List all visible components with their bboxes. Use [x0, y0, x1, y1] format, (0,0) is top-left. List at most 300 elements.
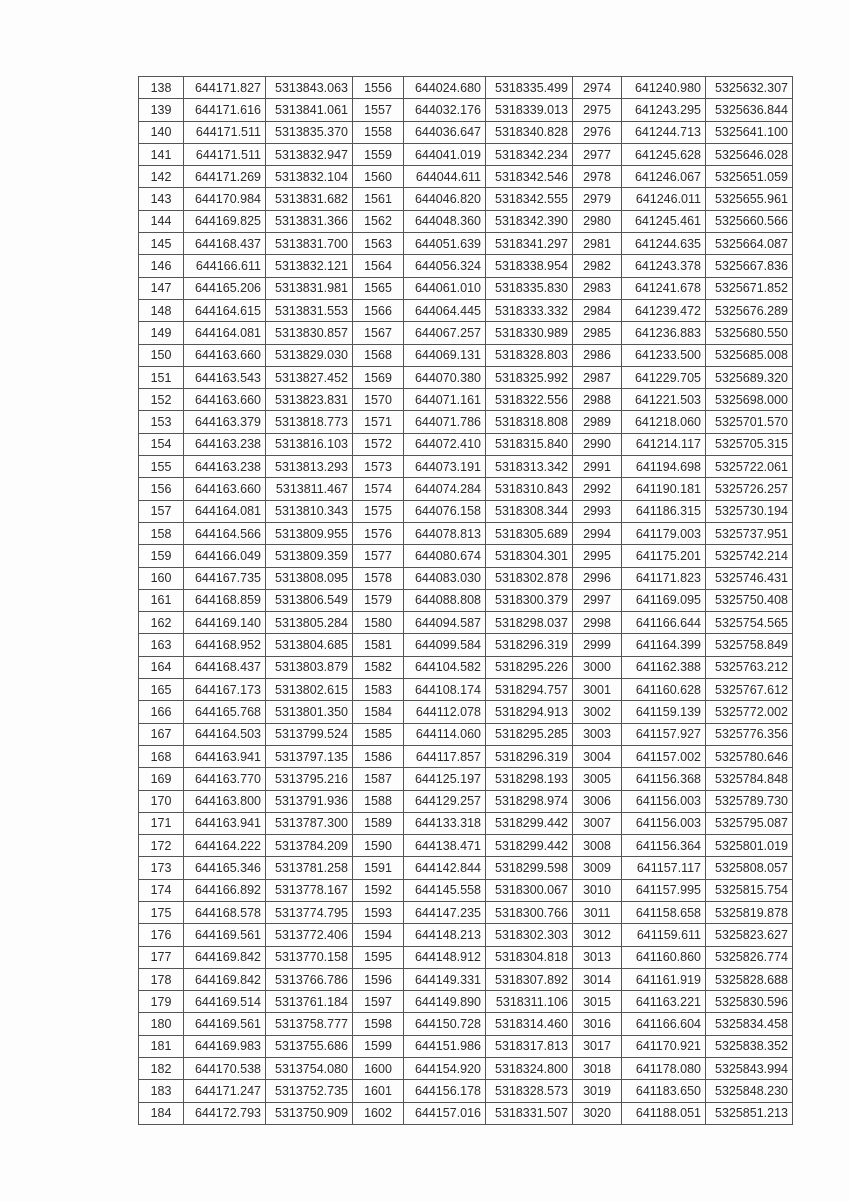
point-number-cell: 1578	[353, 567, 404, 589]
x-coordinate-cell: 644157.016	[404, 1102, 486, 1124]
x-coordinate-cell: 641246.067	[622, 166, 706, 188]
point-number-cell: 144	[139, 210, 184, 232]
x-coordinate-cell: 644125.197	[404, 768, 486, 790]
table-row	[139, 768, 793, 790]
x-coordinate-cell: 644044.611	[404, 166, 486, 188]
table-row	[139, 656, 793, 678]
y-coordinate-cell: 5318311.106	[486, 991, 573, 1013]
x-coordinate-cell: 644041.019	[404, 143, 486, 165]
point-number-cell: 3001	[573, 679, 622, 701]
y-coordinate-cell: 5318295.285	[486, 723, 573, 745]
table-row	[139, 634, 793, 656]
table-row	[139, 277, 793, 299]
y-coordinate-cell: 5318317.813	[486, 1035, 573, 1057]
y-coordinate-cell: 5318304.818	[486, 946, 573, 968]
x-coordinate-cell: 644168.859	[184, 589, 266, 611]
y-coordinate-cell: 5313804.685	[266, 634, 353, 656]
x-coordinate-cell: 644145.558	[404, 879, 486, 901]
x-coordinate-cell: 644165.768	[184, 701, 266, 723]
y-coordinate-cell: 5325819.878	[706, 901, 793, 923]
point-number-cell: 1589	[353, 812, 404, 834]
table-row	[139, 1013, 793, 1035]
point-number-cell: 1600	[353, 1058, 404, 1080]
x-coordinate-cell: 644024.680	[404, 77, 486, 99]
y-coordinate-cell: 5313823.831	[266, 389, 353, 411]
point-number-cell: 1569	[353, 366, 404, 388]
x-coordinate-cell: 644167.735	[184, 567, 266, 589]
point-number-cell: 1583	[353, 679, 404, 701]
x-coordinate-cell: 644163.660	[184, 389, 266, 411]
y-coordinate-cell: 5318339.013	[486, 99, 573, 121]
y-coordinate-cell: 5318299.598	[486, 857, 573, 879]
x-coordinate-cell: 641156.003	[622, 790, 706, 812]
y-coordinate-cell: 5313829.030	[266, 344, 353, 366]
y-coordinate-cell: 5313801.350	[266, 701, 353, 723]
table-row	[139, 233, 793, 255]
coordinates-table	[138, 76, 793, 1125]
table-row	[139, 1058, 793, 1080]
x-coordinate-cell: 641166.604	[622, 1013, 706, 1035]
x-coordinate-cell: 644169.825	[184, 210, 266, 232]
y-coordinate-cell: 5313831.366	[266, 210, 353, 232]
x-coordinate-cell: 641171.823	[622, 567, 706, 589]
point-number-cell: 1574	[353, 478, 404, 500]
y-coordinate-cell: 5318324.800	[486, 1058, 573, 1080]
x-coordinate-cell: 644166.892	[184, 879, 266, 901]
x-coordinate-cell: 644150.728	[404, 1013, 486, 1035]
point-number-cell: 2989	[573, 411, 622, 433]
point-number-cell: 2974	[573, 77, 622, 99]
y-coordinate-cell: 5318342.234	[486, 143, 573, 165]
point-number-cell: 173	[139, 857, 184, 879]
point-number-cell: 3014	[573, 968, 622, 990]
table-row	[139, 1080, 793, 1102]
point-number-cell: 1567	[353, 322, 404, 344]
x-coordinate-cell: 641159.611	[622, 924, 706, 946]
y-coordinate-cell: 5318333.332	[486, 299, 573, 321]
y-coordinate-cell: 5318330.989	[486, 322, 573, 344]
point-number-cell: 1586	[353, 745, 404, 767]
point-number-cell: 153	[139, 411, 184, 433]
y-coordinate-cell: 5318328.803	[486, 344, 573, 366]
x-coordinate-cell: 644163.941	[184, 812, 266, 834]
point-number-cell: 2976	[573, 121, 622, 143]
y-coordinate-cell: 5313791.936	[266, 790, 353, 812]
coordinates-table-body	[139, 77, 793, 1125]
point-number-cell: 3019	[573, 1080, 622, 1102]
y-coordinate-cell: 5325705.315	[706, 433, 793, 455]
x-coordinate-cell: 644138.471	[404, 835, 486, 857]
y-coordinate-cell: 5318299.442	[486, 812, 573, 834]
x-coordinate-cell: 641183.650	[622, 1080, 706, 1102]
point-number-cell: 2983	[573, 277, 622, 299]
y-coordinate-cell: 5325701.570	[706, 411, 793, 433]
point-number-cell: 2992	[573, 478, 622, 500]
x-coordinate-cell: 641158.658	[622, 901, 706, 923]
y-coordinate-cell: 5325651.059	[706, 166, 793, 188]
point-number-cell: 1577	[353, 545, 404, 567]
point-number-cell: 1557	[353, 99, 404, 121]
point-number-cell: 2990	[573, 433, 622, 455]
y-coordinate-cell: 5325730.194	[706, 500, 793, 522]
x-coordinate-cell: 641188.051	[622, 1102, 706, 1124]
point-number-cell: 1594	[353, 924, 404, 946]
y-coordinate-cell: 5318315.840	[486, 433, 573, 455]
x-coordinate-cell: 644156.178	[404, 1080, 486, 1102]
y-coordinate-cell: 5325780.646	[706, 745, 793, 767]
point-number-cell: 1592	[353, 879, 404, 901]
table-row	[139, 723, 793, 745]
x-coordinate-cell: 644163.770	[184, 768, 266, 790]
table-row	[139, 545, 793, 567]
point-number-cell: 178	[139, 968, 184, 990]
x-coordinate-cell: 644129.257	[404, 790, 486, 812]
point-number-cell: 3004	[573, 745, 622, 767]
y-coordinate-cell: 5313802.615	[266, 679, 353, 701]
point-number-cell: 1599	[353, 1035, 404, 1057]
y-coordinate-cell: 5313835.370	[266, 121, 353, 143]
table-row	[139, 612, 793, 634]
x-coordinate-cell: 644172.793	[184, 1102, 266, 1124]
x-coordinate-cell: 644114.060	[404, 723, 486, 745]
x-coordinate-cell: 644067.257	[404, 322, 486, 344]
x-coordinate-cell: 644051.639	[404, 233, 486, 255]
x-coordinate-cell: 644083.030	[404, 567, 486, 589]
y-coordinate-cell: 5318302.878	[486, 567, 573, 589]
point-number-cell: 148	[139, 299, 184, 321]
x-coordinate-cell: 641244.713	[622, 121, 706, 143]
table-row	[139, 745, 793, 767]
y-coordinate-cell: 5325767.612	[706, 679, 793, 701]
point-number-cell: 152	[139, 389, 184, 411]
x-coordinate-cell: 641157.927	[622, 723, 706, 745]
y-coordinate-cell: 5325815.754	[706, 879, 793, 901]
x-coordinate-cell: 641162.388	[622, 656, 706, 678]
y-coordinate-cell: 5313758.777	[266, 1013, 353, 1035]
x-coordinate-cell: 641156.364	[622, 835, 706, 857]
table-row	[139, 411, 793, 433]
point-number-cell: 1582	[353, 656, 404, 678]
point-number-cell: 158	[139, 522, 184, 544]
y-coordinate-cell: 5325795.087	[706, 812, 793, 834]
y-coordinate-cell: 5313781.258	[266, 857, 353, 879]
x-coordinate-cell: 644169.561	[184, 1013, 266, 1035]
point-number-cell: 2975	[573, 99, 622, 121]
y-coordinate-cell: 5318298.974	[486, 790, 573, 812]
point-number-cell: 3002	[573, 701, 622, 723]
point-number-cell: 3010	[573, 879, 622, 901]
x-coordinate-cell: 644070.380	[404, 366, 486, 388]
x-coordinate-cell: 641160.628	[622, 679, 706, 701]
point-number-cell: 2980	[573, 210, 622, 232]
point-number-cell: 3005	[573, 768, 622, 790]
point-number-cell: 2978	[573, 166, 622, 188]
y-coordinate-cell: 5313809.359	[266, 545, 353, 567]
x-coordinate-cell: 644099.584	[404, 634, 486, 656]
y-coordinate-cell: 5313818.773	[266, 411, 353, 433]
point-number-cell: 1573	[353, 456, 404, 478]
point-number-cell: 2987	[573, 366, 622, 388]
point-number-cell: 1571	[353, 411, 404, 433]
x-coordinate-cell: 641236.883	[622, 322, 706, 344]
x-coordinate-cell: 644165.206	[184, 277, 266, 299]
point-number-cell: 146	[139, 255, 184, 277]
x-coordinate-cell: 644151.986	[404, 1035, 486, 1057]
y-coordinate-cell: 5313832.947	[266, 143, 353, 165]
y-coordinate-cell: 5318300.766	[486, 901, 573, 923]
point-number-cell: 172	[139, 835, 184, 857]
x-coordinate-cell: 644168.437	[184, 656, 266, 678]
x-coordinate-cell: 644073.191	[404, 456, 486, 478]
y-coordinate-cell: 5313809.955	[266, 522, 353, 544]
x-coordinate-cell: 644148.213	[404, 924, 486, 946]
y-coordinate-cell: 5313778.167	[266, 879, 353, 901]
y-coordinate-cell: 5313827.452	[266, 366, 353, 388]
table-row	[139, 299, 793, 321]
y-coordinate-cell: 5313797.135	[266, 745, 353, 767]
x-coordinate-cell: 644071.161	[404, 389, 486, 411]
y-coordinate-cell: 5325750.408	[706, 589, 793, 611]
y-coordinate-cell: 5318307.892	[486, 968, 573, 990]
point-number-cell: 1560	[353, 166, 404, 188]
x-coordinate-cell: 644032.176	[404, 99, 486, 121]
y-coordinate-cell: 5325758.849	[706, 634, 793, 656]
y-coordinate-cell: 5325826.774	[706, 946, 793, 968]
x-coordinate-cell: 641243.378	[622, 255, 706, 277]
x-coordinate-cell: 644169.514	[184, 991, 266, 1013]
table-row	[139, 879, 793, 901]
x-coordinate-cell: 644164.566	[184, 522, 266, 544]
y-coordinate-cell: 5325823.627	[706, 924, 793, 946]
y-coordinate-cell: 5313816.103	[266, 433, 353, 455]
y-coordinate-cell: 5313843.063	[266, 77, 353, 99]
table-row	[139, 946, 793, 968]
point-number-cell: 179	[139, 991, 184, 1013]
y-coordinate-cell: 5318342.390	[486, 210, 573, 232]
point-number-cell: 1584	[353, 701, 404, 723]
y-coordinate-cell: 5318299.442	[486, 835, 573, 857]
point-number-cell: 1591	[353, 857, 404, 879]
point-number-cell: 2977	[573, 143, 622, 165]
y-coordinate-cell: 5325680.550	[706, 322, 793, 344]
x-coordinate-cell: 644163.660	[184, 478, 266, 500]
table-row	[139, 344, 793, 366]
y-coordinate-cell: 5318295.226	[486, 656, 573, 678]
table-row	[139, 991, 793, 1013]
y-coordinate-cell: 5318325.992	[486, 366, 573, 388]
y-coordinate-cell: 5318322.556	[486, 389, 573, 411]
point-number-cell: 1563	[353, 233, 404, 255]
table-row	[139, 522, 793, 544]
y-coordinate-cell: 5325763.212	[706, 656, 793, 678]
table-row	[139, 99, 793, 121]
x-coordinate-cell: 641157.002	[622, 745, 706, 767]
x-coordinate-cell: 644074.284	[404, 478, 486, 500]
table-row	[139, 366, 793, 388]
table-row	[139, 322, 793, 344]
x-coordinate-cell: 644163.238	[184, 433, 266, 455]
x-coordinate-cell: 644056.324	[404, 255, 486, 277]
point-number-cell: 3015	[573, 991, 622, 1013]
y-coordinate-cell: 5313774.795	[266, 901, 353, 923]
x-coordinate-cell: 644108.174	[404, 679, 486, 701]
point-number-cell: 149	[139, 322, 184, 344]
x-coordinate-cell: 644036.647	[404, 121, 486, 143]
y-coordinate-cell: 5313831.700	[266, 233, 353, 255]
y-coordinate-cell: 5318340.828	[486, 121, 573, 143]
y-coordinate-cell: 5318298.037	[486, 612, 573, 634]
x-coordinate-cell: 641166.644	[622, 612, 706, 634]
x-coordinate-cell: 644148.912	[404, 946, 486, 968]
point-number-cell: 3018	[573, 1058, 622, 1080]
table-row	[139, 433, 793, 455]
x-coordinate-cell: 644169.983	[184, 1035, 266, 1057]
point-number-cell: 3003	[573, 723, 622, 745]
y-coordinate-cell: 5313750.909	[266, 1102, 353, 1124]
x-coordinate-cell: 644163.379	[184, 411, 266, 433]
x-coordinate-cell: 644171.247	[184, 1080, 266, 1102]
y-coordinate-cell: 5318310.843	[486, 478, 573, 500]
table-row	[139, 701, 793, 723]
y-coordinate-cell: 5318298.193	[486, 768, 573, 790]
x-coordinate-cell: 644165.346	[184, 857, 266, 879]
y-coordinate-cell: 5318296.319	[486, 745, 573, 767]
point-number-cell: 2981	[573, 233, 622, 255]
y-coordinate-cell: 5313813.293	[266, 456, 353, 478]
point-number-cell: 1566	[353, 299, 404, 321]
x-coordinate-cell: 641169.095	[622, 589, 706, 611]
y-coordinate-cell: 5325689.320	[706, 366, 793, 388]
point-number-cell: 1587	[353, 768, 404, 790]
x-coordinate-cell: 641190.181	[622, 478, 706, 500]
x-coordinate-cell: 644163.238	[184, 456, 266, 478]
point-number-cell: 1576	[353, 522, 404, 544]
y-coordinate-cell: 5325830.596	[706, 991, 793, 1013]
x-coordinate-cell: 641214.117	[622, 433, 706, 455]
y-coordinate-cell: 5313805.284	[266, 612, 353, 634]
point-number-cell: 2995	[573, 545, 622, 567]
x-coordinate-cell: 644164.081	[184, 500, 266, 522]
x-coordinate-cell: 641157.995	[622, 879, 706, 901]
y-coordinate-cell: 5313808.095	[266, 567, 353, 589]
y-coordinate-cell: 5325746.431	[706, 567, 793, 589]
point-number-cell: 150	[139, 344, 184, 366]
point-number-cell: 1585	[353, 723, 404, 745]
point-number-cell: 1564	[353, 255, 404, 277]
x-coordinate-cell: 641156.003	[622, 812, 706, 834]
y-coordinate-cell: 5313832.121	[266, 255, 353, 277]
y-coordinate-cell: 5318335.499	[486, 77, 573, 99]
y-coordinate-cell: 5318294.913	[486, 701, 573, 723]
y-coordinate-cell: 5318331.507	[486, 1102, 573, 1124]
x-coordinate-cell: 644104.582	[404, 656, 486, 678]
y-coordinate-cell: 5325726.257	[706, 478, 793, 500]
point-number-cell: 154	[139, 433, 184, 455]
y-coordinate-cell: 5313841.061	[266, 99, 353, 121]
point-number-cell: 182	[139, 1058, 184, 1080]
y-coordinate-cell: 5313803.879	[266, 656, 353, 678]
x-coordinate-cell: 644133.318	[404, 812, 486, 834]
x-coordinate-cell: 644168.437	[184, 233, 266, 255]
x-coordinate-cell: 644064.445	[404, 299, 486, 321]
point-number-cell: 3016	[573, 1013, 622, 1035]
point-number-cell: 2986	[573, 344, 622, 366]
x-coordinate-cell: 644164.222	[184, 835, 266, 857]
y-coordinate-cell: 5318300.379	[486, 589, 573, 611]
point-number-cell: 159	[139, 545, 184, 567]
point-number-cell: 1565	[353, 277, 404, 299]
x-coordinate-cell: 641157.117	[622, 857, 706, 879]
x-coordinate-cell: 641233.500	[622, 344, 706, 366]
x-coordinate-cell: 641221.503	[622, 389, 706, 411]
point-number-cell: 3017	[573, 1035, 622, 1057]
x-coordinate-cell: 641239.472	[622, 299, 706, 321]
x-coordinate-cell: 641179.003	[622, 522, 706, 544]
point-number-cell: 2998	[573, 612, 622, 634]
x-coordinate-cell: 644142.844	[404, 857, 486, 879]
table-row	[139, 812, 793, 834]
x-coordinate-cell: 644163.941	[184, 745, 266, 767]
x-coordinate-cell: 641159.139	[622, 701, 706, 723]
x-coordinate-cell: 641229.705	[622, 366, 706, 388]
y-coordinate-cell: 5313752.735	[266, 1080, 353, 1102]
x-coordinate-cell: 644094.587	[404, 612, 486, 634]
y-coordinate-cell: 5325772.002	[706, 701, 793, 723]
point-number-cell: 1558	[353, 121, 404, 143]
x-coordinate-cell: 641186.315	[622, 500, 706, 522]
y-coordinate-cell: 5325776.356	[706, 723, 793, 745]
point-number-cell: 2984	[573, 299, 622, 321]
y-coordinate-cell: 5313810.343	[266, 500, 353, 522]
point-number-cell: 145	[139, 233, 184, 255]
point-number-cell: 2997	[573, 589, 622, 611]
point-number-cell: 1561	[353, 188, 404, 210]
y-coordinate-cell: 5318296.319	[486, 634, 573, 656]
x-coordinate-cell: 644168.952	[184, 634, 266, 656]
table-row	[139, 478, 793, 500]
point-number-cell: 163	[139, 634, 184, 656]
y-coordinate-cell: 5325698.000	[706, 389, 793, 411]
point-number-cell: 143	[139, 188, 184, 210]
point-number-cell: 176	[139, 924, 184, 946]
y-coordinate-cell: 5313787.300	[266, 812, 353, 834]
y-coordinate-cell: 5318318.808	[486, 411, 573, 433]
x-coordinate-cell: 641170.921	[622, 1035, 706, 1057]
point-number-cell: 155	[139, 456, 184, 478]
table-row	[139, 389, 793, 411]
x-coordinate-cell: 641240.980	[622, 77, 706, 99]
point-number-cell: 2988	[573, 389, 622, 411]
y-coordinate-cell: 5313811.467	[266, 478, 353, 500]
table-row	[139, 857, 793, 879]
point-number-cell: 169	[139, 768, 184, 790]
y-coordinate-cell: 5325754.565	[706, 612, 793, 634]
point-number-cell: 1590	[353, 835, 404, 857]
point-number-cell: 2993	[573, 500, 622, 522]
point-number-cell: 164	[139, 656, 184, 678]
point-number-cell: 181	[139, 1035, 184, 1057]
point-number-cell: 1581	[353, 634, 404, 656]
y-coordinate-cell: 5313832.104	[266, 166, 353, 188]
y-coordinate-cell: 5325671.852	[706, 277, 793, 299]
point-number-cell: 1562	[353, 210, 404, 232]
x-coordinate-cell: 641161.919	[622, 968, 706, 990]
point-number-cell: 3006	[573, 790, 622, 812]
x-coordinate-cell: 644169.842	[184, 946, 266, 968]
y-coordinate-cell: 5325801.019	[706, 835, 793, 857]
table-row	[139, 166, 793, 188]
x-coordinate-cell: 644168.578	[184, 901, 266, 923]
